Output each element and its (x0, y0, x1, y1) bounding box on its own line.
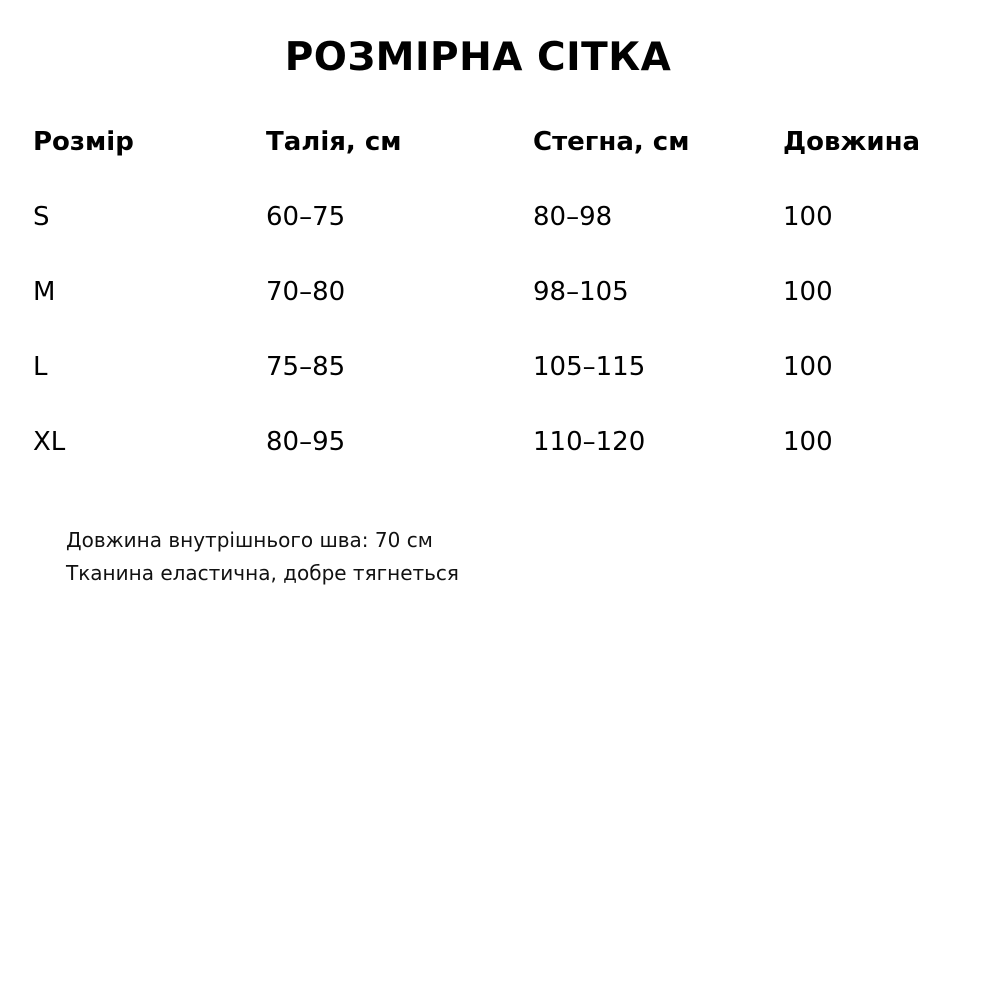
cell-hips: 80–98 (533, 202, 613, 232)
header-waist: Талія, см (266, 127, 402, 157)
cell-length: 100 (783, 352, 833, 382)
cell-length: 100 (783, 427, 833, 457)
header-length: Довжина (783, 127, 921, 157)
cell-waist: 70–80 (266, 277, 346, 307)
cell-waist: 80–95 (266, 427, 346, 457)
cell-size: L (33, 352, 48, 382)
note-inseam: Довжина внутрішнього шва: 70 см (66, 528, 433, 552)
cell-waist: 60–75 (266, 202, 346, 232)
cell-waist: 75–85 (266, 352, 346, 382)
cell-size: XL (33, 427, 66, 457)
cell-hips: 98–105 (533, 277, 629, 307)
note-fabric: Тканина еластична, добре тягнеться (66, 561, 459, 585)
cell-size: M (33, 277, 56, 307)
cell-hips: 105–115 (533, 352, 646, 382)
notes (66, 524, 459, 590)
header-size: Розмір (33, 127, 134, 157)
cell-hips: 110–120 (533, 427, 646, 457)
page-title: РОЗМІРНА СІТКА (284, 35, 672, 80)
cell-length: 100 (783, 277, 833, 307)
cell-length: 100 (783, 202, 833, 232)
header-hips: Стегна, см (533, 127, 690, 157)
cell-size: S (33, 202, 50, 232)
